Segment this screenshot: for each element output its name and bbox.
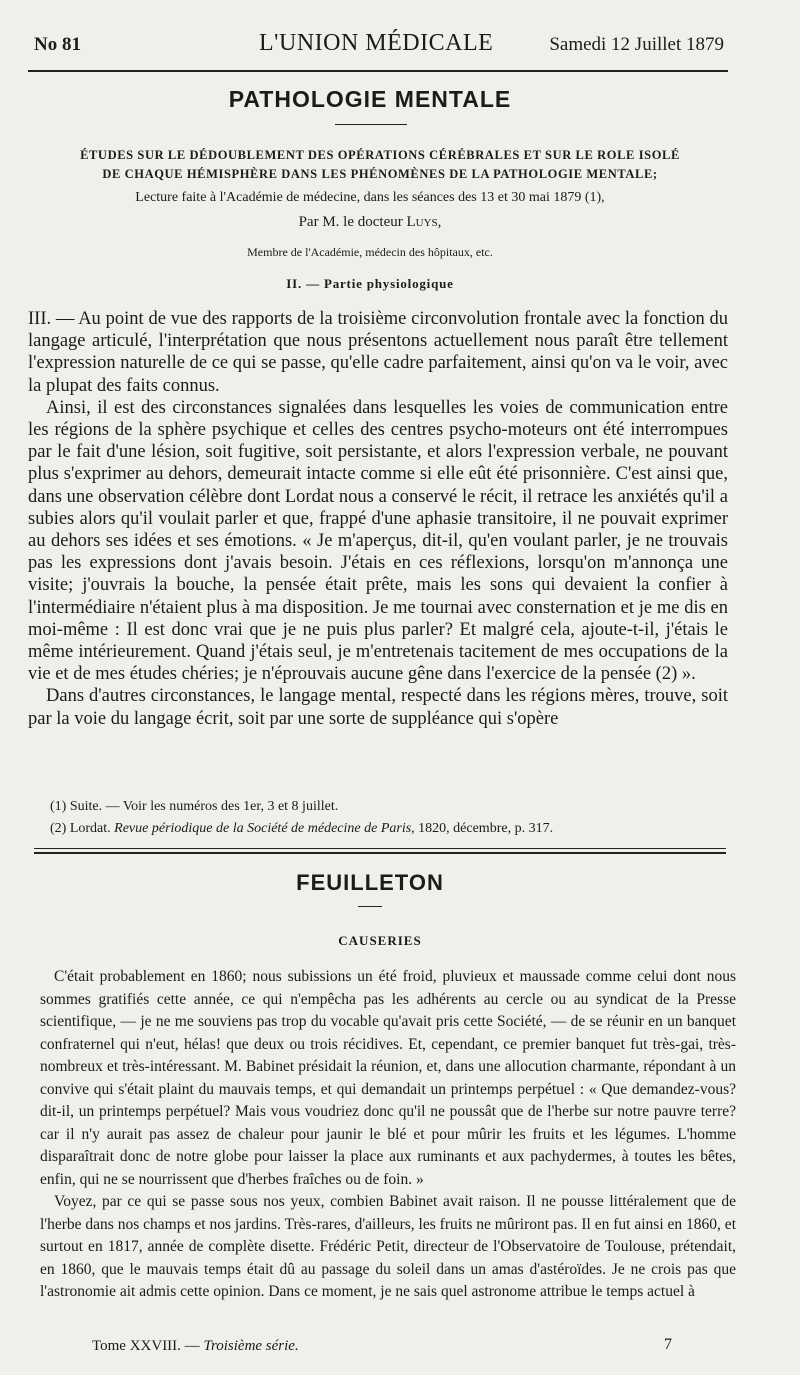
- page-footer: [92, 1338, 672, 1358]
- article-paragraph: Ainsi, il est des circonstances signalées dans lesquelles les voies de communication entre les régions de la sphère psychique et celles des centres psycho-moteurs ont été interrompues par le fait d'une lésion, soit fugitive, soit persistante, et alors l'expression verbale, ne pouvant plus s'exprimer au dehors, demeurait intacte comme si elle eût été prisonnière. C'est ainsi que, dans une observation célèbre dont Lordat nous a conservé le récit, il retrace les anxiétés qu'il a subies alors qu'il voulait parler et que, frappé d'une aphasie transitoire, il ne pouvait exprimer au dehors ses idées et ses émotions. « Je m'aperçus, dit-il, qu'en voulant parler, je ne trouvais pas les expressions dont j'avais besoin. J'étais en ces réflexions, lorsqu'on m'annonça une visite; j'ouvrais la bouche, la pensée était prête, mais les sons qui devaient la confier à l'intermédiaire n'étaient plus à ma disposition. Je me tournai avec consternation et je me dis en moi-même : Il est donc vrai que je ne puis plus parler? Et malgré cela, ajoute-t-il, j'étais le même intérieurement. Quand j'étais seul, je m'entretenais tacitement de mes occupations de la vie et de mes études chéries; je n'éprouvais aucune gêne dans l'exercice de la pensée (2) ».: [28, 397, 728, 685]
- author-prefix: Par M. le docteur: [298, 214, 403, 230]
- footnote-2-suffix: 1820, décembre, p. 317.: [418, 821, 554, 836]
- article-subtitle-line1: ÉTUDES SUR LE DÉDOUBLEMENT DES OPÉRATIONS CÉRÉBRALES ET SUR LE ROLE ISOLÉ: [80, 148, 680, 162]
- journal-title: L'UNION MÉDICALE: [259, 30, 494, 56]
- author-name: Luys,: [406, 214, 442, 230]
- feuilleton-body: [40, 966, 736, 1304]
- author-line: [0, 214, 740, 231]
- lecture-note: Lecture faite à l'Académie de médecine, dans les séances des 13 et 30 mai 1879 (1),: [135, 190, 605, 205]
- page-header: [34, 28, 724, 68]
- article-paragraph: Dans d'autres circonstances, le langage mental, respecté dans les régions mères, trouve, soit par la voie du langage écrit, soit par une sorte de suppléance qui s'opère: [28, 686, 728, 729]
- issue-date: Samedi 12 Juillet 1879: [549, 34, 724, 55]
- page-number: 7: [664, 1336, 672, 1353]
- footnote-2-prefix: (2) Lordat.: [50, 821, 111, 836]
- header-rule: [28, 70, 728, 72]
- section-title: PATHOLOGIE MENTALE: [228, 86, 512, 112]
- title-rule: [335, 124, 407, 125]
- footnote-2: [50, 818, 730, 840]
- issue-number: No 81: [34, 34, 81, 55]
- tome-series: Troisième série.: [203, 1338, 299, 1354]
- feuilleton-divider: [34, 848, 726, 854]
- author-affiliation: Membre de l'Académie, médecin des hôpitaux, etc.: [247, 245, 493, 259]
- part-heading: II. — Partie physiologique: [286, 276, 454, 291]
- feuilleton-rule: [358, 906, 382, 907]
- article-body: [28, 308, 728, 730]
- footnote-2-title: Revue périodique de la Société de médecine de Paris,: [114, 821, 415, 836]
- article-paragraph: III. — Au point de vue des rapports de la troisième circonvolution frontale avec la fonction du langage articulé, l'interprétation que nous présentons actuellement nous paraît être tellement l'expression naturelle de ce qui se passe, qu'elle cadre parfaitement, ainsi qu'on va le voir, avec la plupat des faits connus.: [28, 309, 728, 396]
- feuilleton-title: FEUILLETON: [296, 870, 444, 895]
- feuilleton-paragraph: C'était probablement en 1860; nous subissions un été froid, pluvieux et maussade comme celui dont nous sommes gratifiés cette année, ce qui n'empêcha pas les adhérents au cercle ou au syndicat de la Presse scientifique, — je ne me souviens pas trop du vocable qu'avait pris cette Société, — de se réunir en un banquet confraternel qui n'eut, hélas! que deux ou trois récidives. Et, cependant, ce premier banquet fut très-gai, très-nombreux et très-intéressant. M. Babinet présidait la réunion, et, dans une allocution charmante, répondant à un convive qui s'était plaint du mauvais temps, et qui demandait un printemps perpétuel : « Que demandez-vous? dit-il, un printemps perpétuel? Mais vous voudriez donc qu'il ne poussât que de l'herbe sur notre pauvre terre? car il n'y aurait pas assez de chaleur pour jaunir le blé et pour mûrir les fruits et les légumes. L'homme disparaîtrait donc de notre globe pour laisser la place aux ruminants et aux pachydermes, à toutes les bêtes, enfin, qui ne se nourrissent que d'herbes fraîches ou de foin. »: [40, 968, 736, 1188]
- article-subtitle-line2: DE CHAQUE HÉMISPHÈRE DANS LES PHÉNOMÈNES DE LA PATHOLOGIE MENTALE;: [102, 167, 658, 181]
- tome-label: [92, 1338, 299, 1355]
- tome-prefix: Tome XXVIII. —: [92, 1338, 200, 1354]
- footnotes: [50, 796, 730, 840]
- footnote-1: (1) Suite. — Voir les numéros des 1er, 3 et 8 juillet.: [50, 799, 339, 814]
- feuilleton-subtitle: CAUSERIES: [338, 933, 422, 948]
- feuilleton-paragraph: Voyez, par ce qui se passe sous nos yeux, combien Babinet avait raison. Il ne pousse littéralement que de l'herbe dans nos champs et nos jardins. Très-rares, d'ailleurs, les fruits ne mûriront pas. Il en fut ainsi en 1860, et surtout en 1817, année de complète disette. Frédéric Petit, directeur de l'Observatoire de Toulouse, prétendait, en 1860, que le mauvais temps était dû au passage du soleil dans un amas d'astéroïdes. Je ne crois pas que l'astronomie ait admis cette opinion. Dans ce moment, je ne sais quel astronome attribue le temps actuel à: [40, 1193, 736, 1300]
